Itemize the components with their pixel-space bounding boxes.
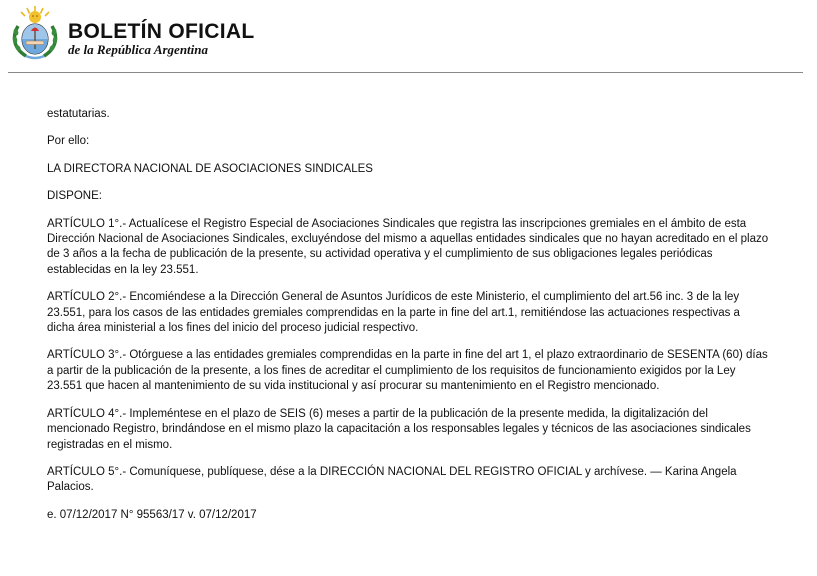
masthead-subtitle: de la República Argentina (68, 42, 208, 57)
publication-reference: e. 07/12/2017 N° 95563/17 v. 07/12/2017 (47, 508, 257, 521)
paragraph-signatory-authority: LA DIRECTORA NACIONAL DE ASOCIACIONES SINDICALES (47, 162, 373, 175)
argentina-coat-of-arms-icon (10, 4, 60, 60)
document-body (47, 107, 769, 535)
header-divider (8, 72, 803, 73)
article-5: ARTÍCULO 5°.- Comuníquese, publíquese, dése a la DIRECCIÓN NACIONAL DEL REGISTRO OFICIAL y archívese. — Karina Angela Palacios. (47, 465, 737, 494)
paragraph-continuation: estatutarias. (47, 108, 110, 120)
article-1: ARTÍCULO 1°.- Actualícese el Registro Especial de Asociaciones Sindicales que registra las inscripciones gremiales en el ámbito de esta Dirección Nacional de Asociaciones Sindicales, excluyéndose del mismo a aquellas entidades sindicales que no hayan acreditado en el plazo de 3 años a la fecha de publicación de la presente, su actividad operativa y el cumplimiento de sus obligaciones legales periódicas establecidas en la ley 23.551. (47, 217, 769, 276)
page-header (0, 0, 817, 74)
paragraph-por-ello: Por ello: (47, 135, 90, 148)
article-4: ARTÍCULO 4°.- Impleméntese en el plazo de SEIS (6) meses a partir de la publicación de la presente medida, la digitalización del mencionado Registro, brindándose en el mismo plazo la capacitación a los responsables legales y técnicos de las asociaciones sindicales registradas en el mismo. (47, 407, 751, 451)
article-3: ARTÍCULO 3°.- Otórguese a las entidades gremiales comprendidas en la parte in fine del art 1, el plazo extraordinario de SESENTA (60) días a partir de la publicación de la presente, a los fines de acreditar el cumplimiento de los requisitos de funcionamiento exigidos por la Ley 23.551 que hacen al mantenimiento de su vida institucional y así procurar su mantenimiento en el Registro mencionado. (47, 349, 768, 393)
paragraph-dispone: DISPONE: (47, 190, 102, 203)
masthead-title: BOLETÍN OFICIAL (68, 20, 255, 43)
article-2: ARTÍCULO 2°.- Encomiéndese a la Dirección General de Asuntos Jurídicos de este Ministerio, el cumplimiento del art.56 inc. 3 de la ley 23.551, para los casos de las entidades gremiales comprendidas en la parte in fine del art.1, remitiéndose las actuaciones respectivas a dicha área ministerial a los fines del inicio del proceso judicial respectivo. (47, 291, 740, 335)
